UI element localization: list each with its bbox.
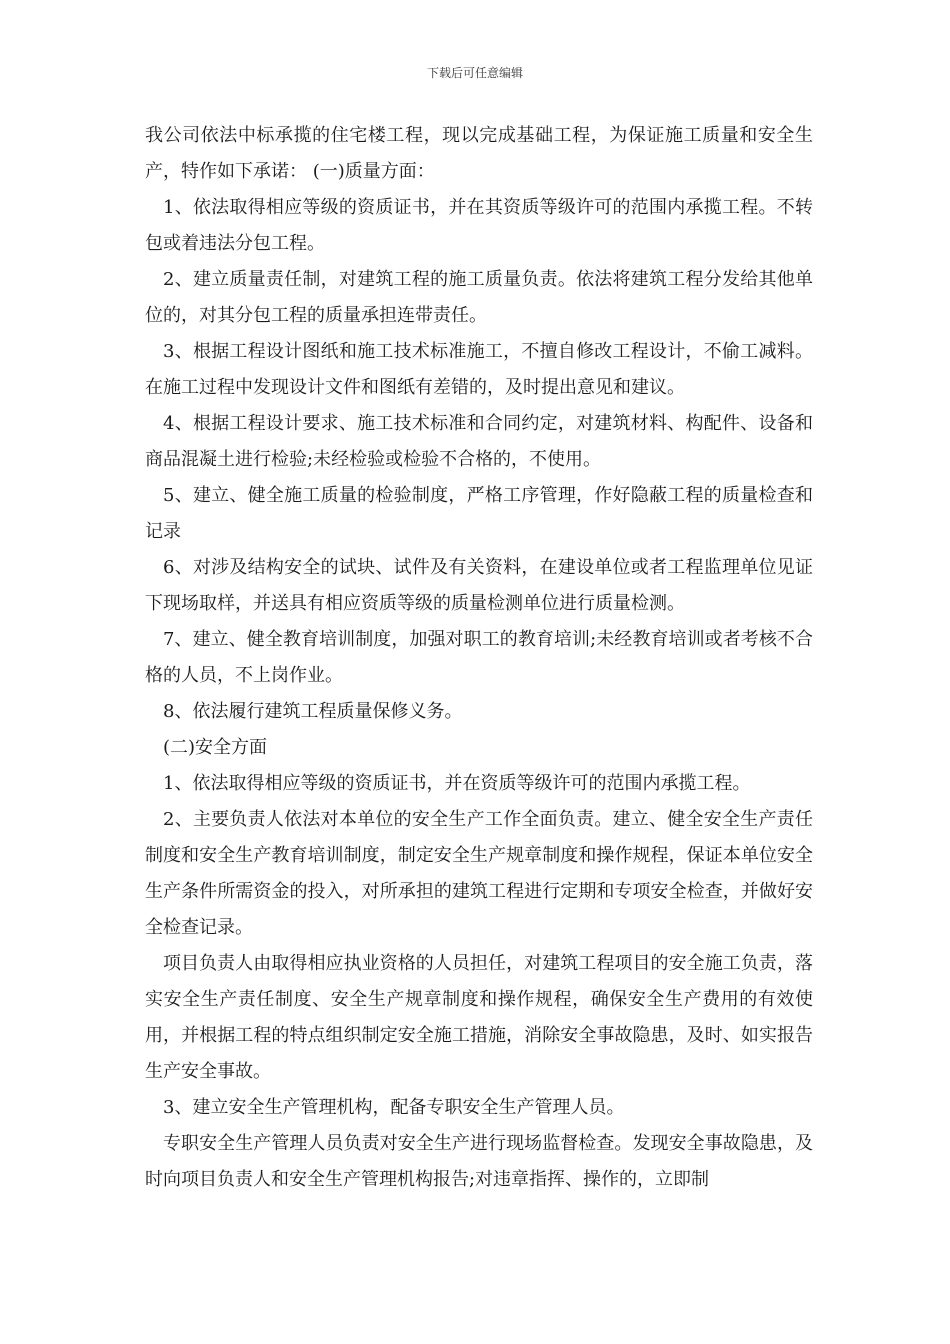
paragraph: 3、建立安全生产管理机构，配备专职安全生产管理人员。 — [163, 1097, 625, 1118]
paragraph: 6、对涉及结构安全的试块、试件及有关资料，在建设单位或者工程监理单位见证下现场取样，并送具有相应资质等级的质量检测单位进行质量检测。 — [145, 557, 813, 614]
paragraph: 1、依法取得相应等级的资质证书，并在其资质等级许可的范围内承揽工程。不转包或着违法分包工程。 — [145, 197, 813, 254]
paragraph: 专职安全生产管理人员负责对安全生产进行现场监督检查。发现安全事故隐患，及时向项目负责人和安全生产管理机构报告;对违章指挥、操作的，立即制 — [145, 1133, 813, 1190]
paragraph: 我公司依法中标承揽的住宅楼工程，现以完成基础工程，为保证施工质量和安全生产，特作如下承诺： (一)质量方面： — [145, 125, 813, 182]
paragraph: 5、建立、健全施工质量的检验制度，严格工序管理，作好隐蔽工程的质量检查和记录 — [145, 485, 813, 542]
paragraph: 2、主要负责人依法对本单位的安全生产工作全面负责。建立、健全安全生产责任制度和安全生产教育培训制度，制定安全生产规章制度和操作规程，保证本单位安全生产条件所需资金的投入，对所承担的建筑工程进行定期和专项安全检查，并做好安全检查记录。 — [145, 809, 813, 938]
page-header: 下载后可任意编辑 — [426, 66, 523, 80]
paragraph: 8、依法履行建筑工程质量保修义务。 — [163, 701, 463, 722]
paragraph: 1、依法取得相应等级的资质证书，并在资质等级许可的范围内承揽工程。 — [163, 773, 751, 794]
document-body — [145, 118, 813, 1198]
paragraph: 4、根据工程设计要求、施工技术标准和合同约定，对建筑材料、构配件、设备和商品混凝土进行检验;未经检验或检验不合格的，不使用。 — [145, 413, 813, 470]
paragraph: 7、建立、健全教育培训制度，加强对职工的教育培训;未经教育培训或者考核不合格的人员，不上岗作业。 — [145, 629, 813, 686]
paragraph: 项目负责人由取得相应执业资格的人员担任，对建筑工程项目的安全施工负责，落实安全生产责任制度、安全生产规章制度和操作规程，确保安全生产费用的有效使用，并根据工程的特点组织制定安全施工措施，消除安全事故隐患，及时、如实报告生产安全事故。 — [145, 953, 813, 1082]
section-heading: (二)安全方面 — [163, 737, 268, 758]
paragraph: 2、建立质量责任制，对建筑工程的施工质量负责。依法将建筑工程分发给其他单位的，对其分包工程的质量承担连带责任。 — [145, 269, 813, 326]
paragraph: 3、根据工程设计图纸和施工技术标准施工，不擅自修改工程设计，不偷工减料。在施工过程中发现设计文件和图纸有差错的，及时提出意见和建议。 — [145, 341, 813, 398]
